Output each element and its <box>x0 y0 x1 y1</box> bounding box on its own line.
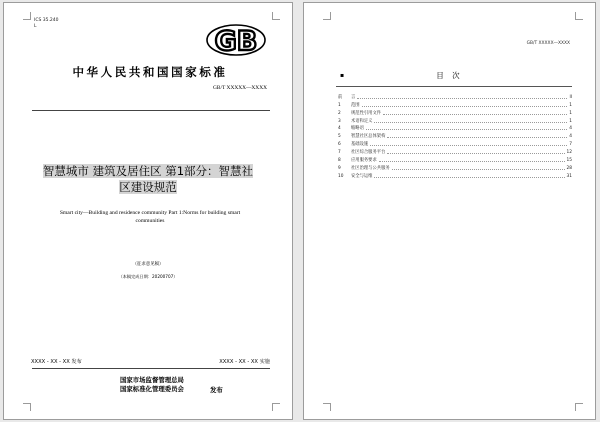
toc-leader-dots <box>374 177 564 178</box>
issue-date: XXXX - XX - XX 发布 <box>31 359 82 365</box>
main-title <box>4 163 292 195</box>
main-title-line2: 区建设规范 <box>119 180 177 194</box>
toc-entry-title: 应用服务要求 <box>351 158 377 164</box>
toc-entry-page: 15 <box>566 158 572 164</box>
classification-codes <box>34 18 59 30</box>
toc-entry-title: 社区治理与公共服务 <box>351 165 390 171</box>
toc-entry-number: 5 <box>338 134 341 140</box>
toc-leader-dots <box>366 129 567 130</box>
toc-entry-page: II <box>569 94 572 100</box>
crop-mark <box>23 403 31 411</box>
toc-entry-number: 8 <box>338 158 341 164</box>
crop-mark <box>575 403 583 411</box>
toc-entry-number: 4 <box>338 126 341 132</box>
draft-label: （征求意见稿） <box>132 262 164 267</box>
toc-leader-dots <box>370 145 567 146</box>
implement-date: XXXX - XX - XX 实施 <box>219 359 270 365</box>
toc-entry-page: 4 <box>569 126 572 132</box>
crop-mark <box>323 12 331 20</box>
toc-leader-dots <box>387 137 567 138</box>
toc-entry-title: 智慧社区总体架构 <box>351 134 386 140</box>
toc-leader-dots <box>392 169 565 170</box>
toc-entry[interactable] <box>338 147 572 155</box>
divider-line <box>32 110 270 111</box>
toc-entry[interactable] <box>338 100 572 108</box>
english-title-line2: communities <box>135 217 165 224</box>
crop-mark <box>272 403 280 411</box>
english-title <box>28 210 272 225</box>
toc-leader-dots <box>387 153 564 154</box>
toc-entry[interactable] <box>338 116 572 124</box>
toc-entry-title: 言 <box>351 94 356 100</box>
toc-entry-title: 规范性引用文件 <box>351 110 382 116</box>
toc-entry[interactable] <box>338 92 572 100</box>
toc-list <box>338 92 572 179</box>
divider-line <box>32 368 270 369</box>
toc-entry-title: 基础设施 <box>351 142 369 148</box>
toc-entry-title: 范围 <box>351 102 360 108</box>
toc-entry-number: 前 <box>338 94 343 100</box>
gb-logo <box>205 23 269 57</box>
toc-entry-number: 7 <box>338 150 341 156</box>
toc-entry-page: 4 <box>569 134 572 140</box>
toc-leader-dots <box>383 114 567 115</box>
crop-mark <box>323 403 331 411</box>
bullet-mark: ▪ <box>340 72 345 79</box>
toc-entry[interactable] <box>338 163 572 171</box>
crop-mark <box>272 12 280 20</box>
toc-entry-title: 社区综合服务平台 <box>351 150 386 156</box>
toc-leader-dots <box>362 106 568 107</box>
issuer-sac: 国家标准化管理委员会 <box>120 385 184 393</box>
main-title-line1: 智慧城市 建筑及居住区 第1部分：智慧社 <box>42 164 254 178</box>
toc-entry-number: 10 <box>338 173 344 179</box>
toc-entry-page: 28 <box>566 165 572 171</box>
toc-entry-number: 9 <box>338 165 341 171</box>
toc-entry[interactable] <box>338 124 572 132</box>
toc-entry-number: 6 <box>338 142 341 148</box>
standard-number: GB/T XXXXX—XXXX <box>213 85 267 91</box>
toc-entry-page: 31 <box>566 173 572 179</box>
crop-mark <box>575 12 583 20</box>
toc-entry-page: 1 <box>569 118 572 124</box>
running-header: GB/T XXXXX—XXXX <box>526 41 570 46</box>
issuer-samr: 国家市场监督管理总局 <box>120 376 184 384</box>
toc-leader-dots <box>357 98 567 99</box>
gb-logo-text: GB <box>214 26 258 57</box>
toc-leader-dots <box>374 122 567 123</box>
national-standard-name: 中华人民共和国国家标准 <box>72 65 228 79</box>
draft-date: （本稿完成日期：20200707） <box>118 274 178 279</box>
publish-label: 发布 <box>210 386 223 394</box>
toc-entry[interactable] <box>338 139 572 147</box>
toc-entry-title: 术语和定义 <box>351 118 373 124</box>
english-title-line1: Smart city—Building and residence community Part 1:Norms for building smart <box>59 210 241 216</box>
toc-page <box>303 2 596 420</box>
toc-entry[interactable] <box>338 108 572 116</box>
toc-entry-page: 12 <box>566 150 572 156</box>
toc-entry[interactable] <box>338 155 572 163</box>
toc-entry[interactable] <box>338 131 572 139</box>
cover-page <box>3 2 293 420</box>
issuing-authorities <box>120 376 184 394</box>
toc-entry-page: 1 <box>569 102 572 108</box>
toc-entry-title: 安全与运维 <box>351 173 373 179</box>
ccs-code: L <box>34 24 37 29</box>
toc-entry-title: 缩略语 <box>351 126 364 132</box>
toc-divider <box>336 86 572 87</box>
ics-code: ICS 35.240 <box>34 18 59 23</box>
toc-leader-dots <box>379 161 565 162</box>
toc-entry-number: 3 <box>338 118 341 124</box>
toc-entry-page: 7 <box>569 142 572 148</box>
toc-entry-number: 2 <box>338 110 341 116</box>
toc-title: 目 次 <box>436 71 463 80</box>
toc-entry-page: 1 <box>569 110 572 116</box>
crop-mark <box>23 12 31 20</box>
toc-entry-number: 1 <box>338 102 341 108</box>
toc-entry[interactable] <box>338 171 572 179</box>
